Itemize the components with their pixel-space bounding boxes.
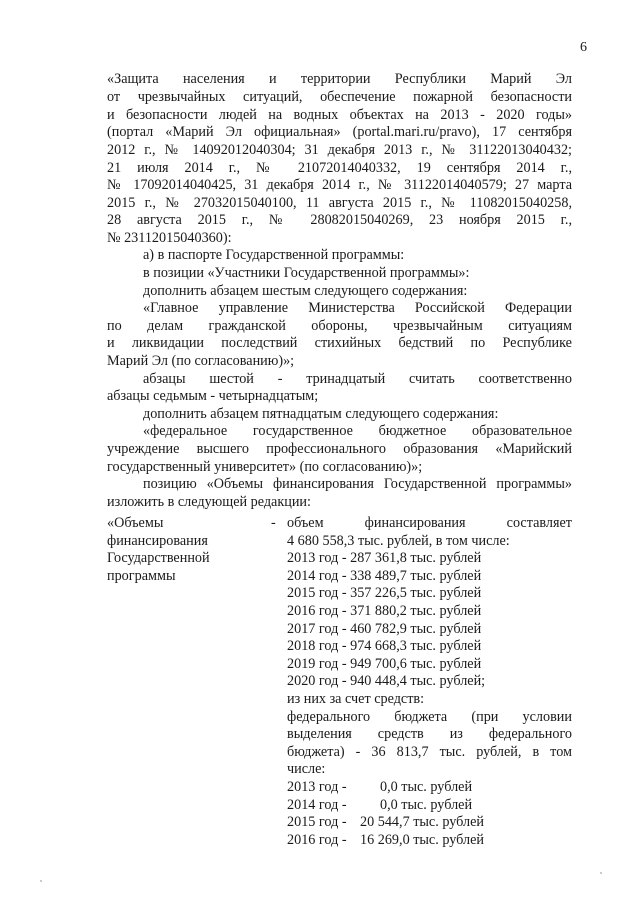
funding-position-line: позицию «Объемы финансирования Государственной программы» — [143, 476, 572, 492]
federal-budget-line: федерального бюджета (при условии — [287, 709, 572, 725]
add-sixth-paragraph: дополнить абзацем шестым следующего содержания: — [143, 283, 468, 299]
university-line: учреждение высшего профессионального образования «Марийский — [107, 441, 572, 457]
university-line: «федеральное государственное бюджетное образовательное — [143, 423, 572, 439]
federal-year: 2016 год - — [287, 832, 347, 848]
intro-line: (портал «Марий Эл официальная» (portal.mari.ru/pravo), 17 сентября — [107, 124, 572, 140]
federal-budget-line: числе: — [287, 761, 326, 777]
gu-mchs-line: по делам гражданской обороны, чрезвычайным ситуациям — [107, 318, 572, 334]
page-number: 6 — [580, 40, 587, 55]
intro-line: № 23112015040360): — [107, 230, 232, 246]
gu-mchs-line: и ликвидации последствий стихийных бедствий по Республике — [107, 335, 572, 351]
gu-mchs-line: Марий Эл (по согласованию)»; — [107, 353, 295, 369]
sources-header: из них за счет средств: — [287, 691, 425, 707]
funding-total-line: 4 680 558,3 тыс. рублей, в том числе: — [287, 533, 510, 549]
funding-label: финансирования — [107, 533, 208, 549]
federal-year-value: 16 269,0 тыс. рублей — [360, 832, 484, 848]
funding-total-line: объем финансирования составляет — [287, 515, 572, 531]
yearly-amount: 2016 год - 371 880,2 тыс. рублей — [287, 603, 482, 619]
renumber-line: абзацы шестой - тринадцатый считать соответственно — [143, 371, 572, 387]
table-dash: - — [271, 515, 276, 531]
yearly-amount: 2017 год - 460 782,9 тыс. рублей — [287, 621, 482, 637]
federal-year: 2013 год - — [287, 779, 347, 795]
funding-label: программы — [107, 568, 176, 584]
intro-line: 21 июля 2014 г., № 21072014040332, 19 сентября 2014 г., — [107, 160, 572, 176]
federal-year: 2015 год - — [287, 814, 347, 830]
scan-speck — [600, 872, 602, 874]
yearly-amount: 2013 год - 287 361,8 тыс. рублей — [287, 550, 482, 566]
yearly-amount: 2015 год - 357 226,5 тыс. рублей — [287, 585, 482, 601]
intro-line: от чрезвычайных ситуаций, обеспечение пожарной безопасности — [107, 89, 572, 105]
yearly-amount: 2018 год - 974 668,3 тыс. рублей — [287, 638, 482, 654]
intro-line: 2015 г., № 27032015040100, 11 августа 2015 г., № 11082015040258, — [107, 195, 572, 211]
participants-position: в позиции «Участники Государственной программы»: — [143, 265, 470, 281]
intro-line: № 17092014040425, 31 декабря 2014 г., № 31122014040579; 27 марта — [107, 177, 572, 193]
federal-year: 2014 год - — [287, 797, 347, 813]
federal-year-value: 0,0 тыс. рублей — [380, 779, 473, 795]
intro-line: «Защита населения и территории Республики Марий Эл — [107, 71, 572, 87]
federal-budget-line: выделения средств из федерального — [287, 726, 572, 742]
gu-mchs-line: «Главное управление Министерства Российской Федерации — [143, 300, 572, 316]
funding-label: Государственной — [107, 550, 210, 566]
scan-speck — [40, 880, 42, 882]
intro-line: 28 августа 2015 г., № 28082015040269, 23 ноября 2015 г., — [107, 212, 572, 228]
yearly-amount: 2019 год - 949 700,6 тыс. рублей — [287, 656, 482, 672]
renumber-line: абзацы седьмым - четырнадцатым; — [107, 388, 319, 404]
funding-position-line: изложить в следующей редакции: — [107, 494, 311, 510]
add-fifteenth-paragraph: дополнить абзацем пятнадцатым следующего содержания: — [143, 406, 499, 422]
university-line: государственный университет» (по согласованию)»; — [107, 459, 423, 475]
passport-item: а) в паспорте Государственной программы: — [143, 247, 405, 263]
federal-year-value: 20 544,7 тыс. рублей — [360, 814, 484, 830]
federal-year-value: 0,0 тыс. рублей — [380, 797, 473, 813]
funding-label: «Объемы — [107, 515, 164, 531]
yearly-amount: 2020 год - 940 448,4 тыс. рублей; — [287, 673, 486, 689]
intro-line: и безопасности людей на водных объектах на 2013 - 2020 годы» — [107, 107, 572, 123]
yearly-amount: 2014 год - 338 489,7 тыс. рублей — [287, 568, 482, 584]
intro-line: 2012 г., № 14092012040304; 31 декабря 2013 г., № 31122013040432; — [107, 142, 572, 158]
federal-budget-line: бюджета) - 36 813,7 тыс. рублей, в том — [287, 744, 572, 760]
